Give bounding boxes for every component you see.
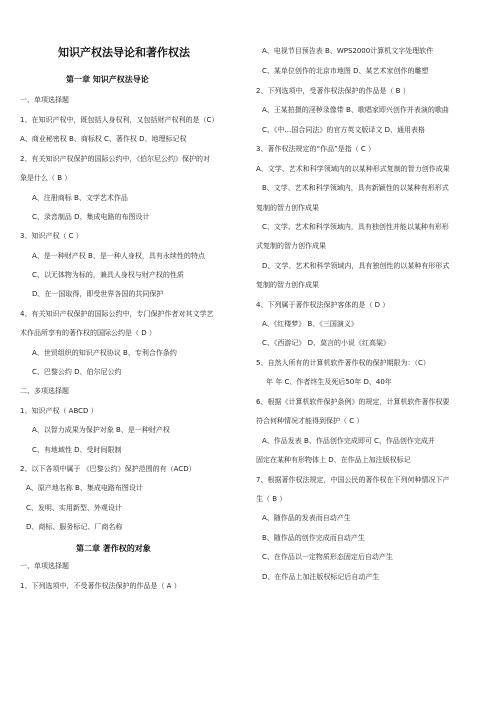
option-line: C、在作品以一定物质形态固定后自动产生 [262,553,393,561]
option-line: 式复制的智力创作成果 [256,242,326,250]
question-line: 3、著作权法规定的“作品”是指（ C ） [256,145,376,153]
question-line: 2、下列选项中，受著作权法保护的作品是（ B ） [256,87,410,95]
question-line: 1、知识产权（ ABCD ） [20,407,98,415]
option-line: D、文学、艺术和科学领域内，具有独创性的以某种有形形式 [262,262,450,270]
question-line: 5、自然人所有的计算机软件著作权的保护期限为：（C） [256,359,430,367]
question-line: 2、有关知识产权保护的国际公约中，《伯尔尼公约》保护的对 [20,155,210,163]
option-line: A、商业秘密权 B、商标权 C、著作权 D、地理标记权 [20,135,187,143]
option-line: A、王某拍摄的淫秽录像带 B、歌唱家即兴创作并表演的歌曲 [262,106,449,114]
option-line: A、《红楼梦》 B、《三国演义》 [262,320,358,328]
question-line: 1、下列选项中，不受著作权法保护的作品是（ A ） [20,582,181,590]
option-line: C、文学、艺术和科学领域内，具有独创性并能以某种有形形 [262,223,449,231]
question-line: 4、有关知识产权保护的国际公约中，专门保护作者对其文学艺 [20,310,214,318]
option-line: A、随作品的发表而自动产生 [262,514,351,522]
question-line: 4、下列属于著作权法保护客体的是（ D ） [256,301,390,309]
option-line: 固定在某种有形物体上 D、在作品上加注版权标记 [256,456,411,464]
option-line: C、有地域性 D、受时间限制 [32,446,122,454]
question-line: 1、在知识产权中，既包括人身权利，又包括财产权利的是（C） [20,116,219,124]
option-line: A、电视节目预告表 B、WPS2000计算机文字处理软件 [262,47,434,55]
option-line: 年 年 C、作者终生及死后50年 D、40年 [266,378,392,386]
chapter-2-heading: 第二章 著作权的对象 [76,544,151,553]
question-line: 7、根据著作权法规定，中国公民的著作权在下列何种情况下产 [256,476,450,484]
option-line: 复制的智力创作成果 [256,281,319,289]
question-line: 2、以下各项中属于 《巴黎公约》保护范围的有（ACD） [20,465,196,473]
option-line: C、以无体物为标的，兼具人身权与财产权的性质 [32,271,184,279]
question-line: 符合何种情况才能得到保护（ C ） [256,417,364,425]
option-line: C、《中…国合同法》的官方英文版译文 D、通用表格 [262,126,426,134]
option-line: A、以智力成果为保护对象 B、是一种财产权 [32,426,170,434]
question-line: 3、知识产权（ C ） [20,232,83,240]
section-heading: 一、单项选择题 [20,562,69,570]
option-line: C、录音制品 D、集成电路的布图设计 [32,213,150,221]
option-line: A、原产地名称 B、集成电路布图设计 [26,484,143,492]
option-line: D、在作品上加注版权标记后自动产生 [262,573,380,581]
option-line: B、文学、艺术和科学领域内，具有新颖性的以某种有形形式 [262,184,449,192]
option-line: A、文学、艺术和科学领域内的以某种形式复制的智力创作成果 [256,165,450,173]
question-line: 象是什么（ B ） [20,174,72,182]
question-line: 生（ B ） [256,495,287,503]
section-heading: 一、单项选择题 [20,96,69,104]
question-line: 6、根据《计算机软件保护条例》的规定，计算机软件著作权要 [256,398,450,406]
option-line: A、世贸组织的知识产权协议 B、专利合作条约 [32,349,177,357]
option-line: 复制的智力创作成果 [256,204,319,212]
option-line: A、注册商标 B、文学艺术作品 [32,194,128,202]
question-line: 术作品所享有的著作权的国际公约是（ D ） [20,329,156,337]
option-line: D、商标、服务标记、厂商名称 [26,523,123,531]
option-line: B、随作品的创作完成而自动产生 [262,534,365,542]
option-line: A、作品发表 B、作品创作完成即可 C、作品创作完成并 [262,437,435,445]
option-line: A、是一种财产权 B、是一种人身权，具有永续性的特点 [32,252,205,260]
option-line: D、在一国取得，即受世界各国的共同保护 [32,290,164,298]
document-title: 知识产权法导论和著作权法 [58,46,190,59]
option-line: C、巴黎公约 D、伯尔尼公约 [32,368,122,376]
chapter-1-heading: 第一章 知识产权法导论 [66,75,149,84]
option-line: C、某单位创作的北京市地图 D、某艺术家创作的雕塑 [262,67,429,75]
option-line: C、《西游记》 D、莫言的小说《红高粱》 [262,339,391,347]
option-line: C、发明、实用新型、外观设计 [26,504,122,512]
section-heading: 二、多项选择题 [20,387,69,395]
